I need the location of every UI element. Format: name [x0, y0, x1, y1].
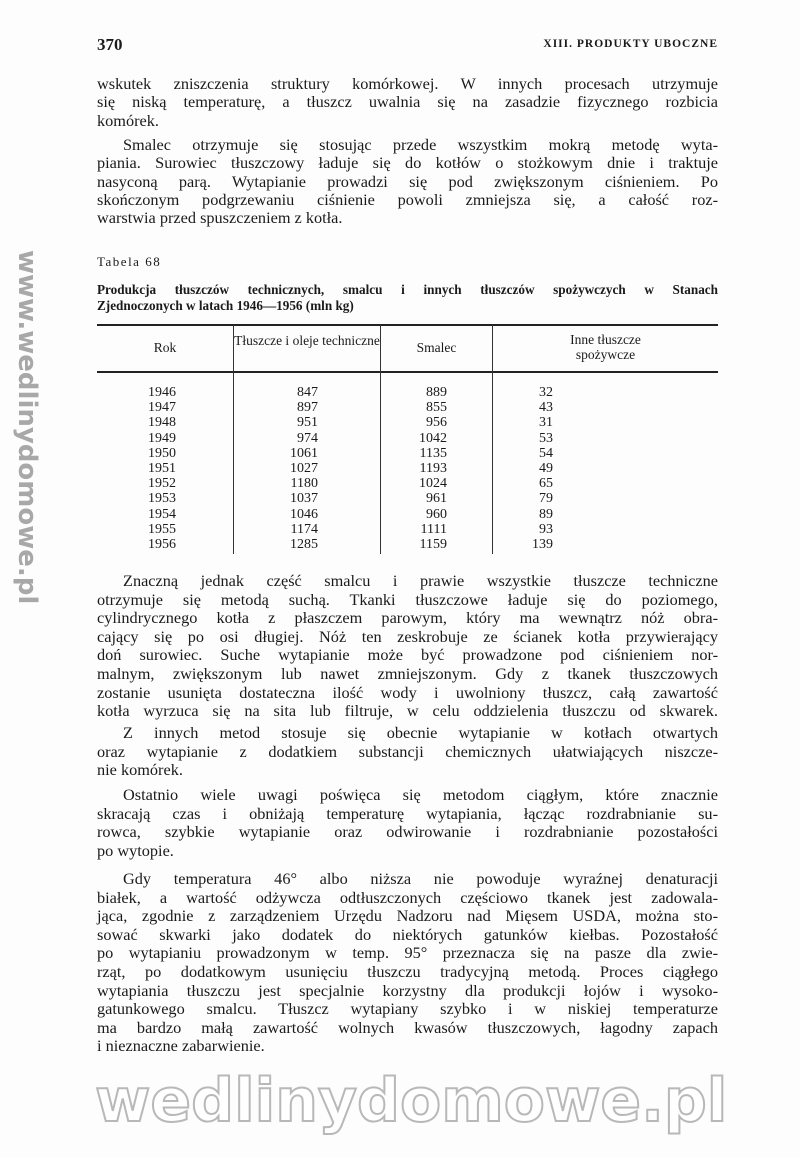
table-title: [97, 282, 718, 314]
cell-technical-fats: 1174: [290, 521, 318, 537]
cell-lard: 855: [426, 400, 447, 416]
cell-other-fats: 89: [539, 506, 553, 522]
table-header-rule: [97, 371, 718, 373]
text-line: po wytopie.: [97, 840, 174, 860]
text-line: komórek.: [97, 110, 159, 130]
cell-technical-fats: 1046: [290, 506, 318, 522]
header-other-fats-line1: Inne tłuszcze: [570, 332, 641, 347]
text-line: ma bardzo małą zawartość wolnych kwasów tłuszczowych, łagodny zapach: [97, 1017, 718, 1037]
cell-year: 1952: [148, 476, 176, 492]
text-line: piania. Surowiec tłuszczowy ładuje się do kotłów o stożkowym dnie i traktuje: [97, 153, 718, 173]
text-line: i nieznaczne zabarwienie.: [97, 1036, 265, 1056]
cell-year: 1949: [148, 430, 176, 446]
cell-lard: 1193: [419, 461, 447, 476]
header-lard: Smalec: [416, 340, 457, 355]
cell-other-fats: 79: [539, 491, 553, 507]
cell-year: 1951: [148, 461, 176, 476]
table-title-line: Zjednoczonych w latach 1946—1956 (mln kg): [97, 298, 354, 313]
diagonal-watermark: www.wedlinydomowe.pl: [12, 250, 42, 605]
text-line: oraz wytapianie z dodatkiem substancji chemicznych ułatwiających niszcze-: [97, 741, 718, 761]
cell-year: 1946: [148, 385, 176, 400]
cell-other-fats: 31: [539, 415, 553, 431]
header-other-fats-line2: spożywcze: [575, 347, 636, 362]
text-line: wskutek zniszczenia struktury komórkowej. W innych procesach utrzymuje: [97, 74, 718, 93]
cell-technical-fats: 1027: [290, 461, 318, 476]
text-line: białek, a wartość odżywcza odtłuszczonych częściowo tkanek jest zadowala-: [97, 887, 718, 907]
paragraph-5: [97, 786, 718, 860]
page-number: 370: [97, 35, 123, 54]
table-label: Tabela 68: [97, 254, 162, 269]
cell-other-fats: 49: [539, 461, 553, 476]
cell-year: 1950: [148, 445, 176, 461]
text-line: doń surowiec. Suche wytapianie może być prowadzone pod ciśnieniem nor-: [97, 645, 718, 665]
table-title-line: Produkcja tłuszczów technicznych, smalcu i innych tłuszczów spożywczych w Stanach: [97, 282, 718, 297]
cell-other-fats: 43: [539, 400, 553, 416]
cell-other-fats: 53: [539, 430, 553, 446]
text-line: sować skwarki jako dodatek do niektórych gatunków kiełbas. Pozostałość: [97, 924, 718, 944]
text-line: Smalec otrzymuje się stosując przede wszystkim mokrą metodę wyta-: [123, 135, 718, 154]
cell-year: 1948: [148, 415, 176, 431]
text-line: wytapiania tłuszczu jest specjalnie korzystny dla produkcji łojów i wysoko-: [97, 980, 718, 1000]
text-line: nie komórek.: [97, 760, 183, 780]
text-line: kotła wyrzuca się na sita lub filtruje, w celu oddzielenia tłuszczu od skwarek.: [97, 701, 718, 721]
text-line: zostanie usunięta dostateczna ilość wody i uwolniony tłuszcz, całą zawartość: [97, 682, 718, 702]
text-line: rząt, po dodatkowym usunięciu tłuszczu tradycyjną metodą. Proces ciągłego: [97, 961, 718, 981]
paragraph-1: [97, 75, 718, 130]
paragraph-3: [97, 572, 718, 721]
watermark: wedlinydomowe.pl: [95, 1066, 728, 1136]
running-title: XIII. PRODUKTY UBOCZNE: [543, 38, 718, 50]
cell-lard: 956: [426, 415, 447, 431]
cell-technical-fats: 897: [297, 400, 318, 416]
text-line: Ostatnio wiele uwagi poświęca się metodom ciągłym, które znacznie: [123, 785, 718, 804]
cell-other-fats: 32: [539, 385, 553, 400]
cell-other-fats: 54: [539, 445, 553, 461]
cell-other-fats: 93: [539, 521, 553, 537]
text-line: się niską temperaturę, a tłuszcz uwalnia się na zasadzie fizycznego rozbicia: [97, 92, 718, 112]
text-line: Znaczną jednak część smalcu i prawie wszystkie tłuszcze techniczne: [123, 571, 718, 590]
paragraph-6: [97, 870, 718, 1056]
cell-year: 1955: [148, 521, 176, 537]
text-line: gatunkowego smalcu. Tłuszcz wytapiany szybko i w niskiej temperaturze: [97, 999, 718, 1019]
text-line: cylindrycznego kotła z płaszczem parowym, który ma wewnątrz nóż obra-: [97, 608, 718, 628]
text-line: skracają czas i obniżają temperaturę wytapiania, łącząc rozdrabnianie su-: [97, 803, 718, 823]
text-line: rowca, szybkie wytapianie oraz odwirowanie i rozdrabnianie pozostałości: [97, 822, 718, 842]
cell-year: 1947: [148, 400, 176, 416]
cell-lard: 1135: [419, 445, 447, 461]
cell-other-fats: 139: [532, 537, 553, 552]
cell-year: 1953: [148, 491, 176, 507]
cell-lard: 960: [426, 506, 447, 522]
cell-lard: 1159: [419, 537, 447, 552]
text-line: Z innych metod stosuje się obecnie wytapianie w kotłach otwartych: [123, 723, 718, 742]
cell-other-fats: 65: [539, 476, 553, 492]
cell-lard: 961: [426, 491, 447, 507]
cell-lard: 1042: [419, 430, 447, 446]
header-technical-fats: Tłuszcze i oleje techniczne: [234, 333, 380, 348]
text-line: malnym, zwiększonym lub nawet zmniejszonym. Gdy z tkanek tłuszczowych: [97, 663, 718, 683]
cell-technical-fats: 1061: [290, 445, 318, 461]
text-line: nasyconą parą. Wytapianie prowadzi się pod zwiększonym ciśnieniem. Po: [97, 171, 718, 191]
text-line: jąca, zgodnie z zarządzeniem Urzędu Nadzoru nad Mięsem USDA, można sto-: [97, 906, 718, 926]
cell-lard: 1024: [419, 476, 447, 492]
text-line: skończonym podgrzewaniu ciśnienie powoli zmniejsza się, a całość roz-: [97, 189, 718, 209]
cell-technical-fats: 1037: [290, 491, 318, 507]
cell-technical-fats: 974: [297, 430, 318, 446]
table-top-rule: [97, 324, 718, 326]
cell-year: 1956: [148, 537, 176, 552]
text-line: warstwia przed spuszczeniem z kotła.: [97, 208, 343, 228]
paragraph-2: [97, 136, 718, 227]
cell-lard: 889: [426, 385, 447, 400]
cell-technical-fats: 1180: [290, 476, 318, 492]
header-other-fats: [493, 332, 718, 362]
text-line: cający się po osi długiej. Nóż ten zeskrobuje ze ścianek kotła przywierający: [97, 626, 718, 646]
text-line: Gdy temperatura 46° albo niższa nie powoduje wyraźnej denaturacji: [123, 869, 718, 888]
cell-lard: 1111: [420, 521, 447, 537]
text-line: otrzymuje się metodą suchą. Tkanki tłuszczowe ładuje się do poziomego,: [97, 589, 718, 609]
paragraph-4: [97, 724, 718, 780]
cell-technical-fats: 1285: [290, 537, 318, 552]
text-line: po wytapianiu prowadzonym w temp. 95° przeznacza się na pasze dla zwie-: [97, 943, 718, 963]
cell-year: 1954: [148, 506, 176, 522]
cell-technical-fats: 847: [297, 385, 318, 400]
cell-technical-fats: 951: [297, 415, 318, 431]
header-rok: Rok: [153, 340, 177, 355]
